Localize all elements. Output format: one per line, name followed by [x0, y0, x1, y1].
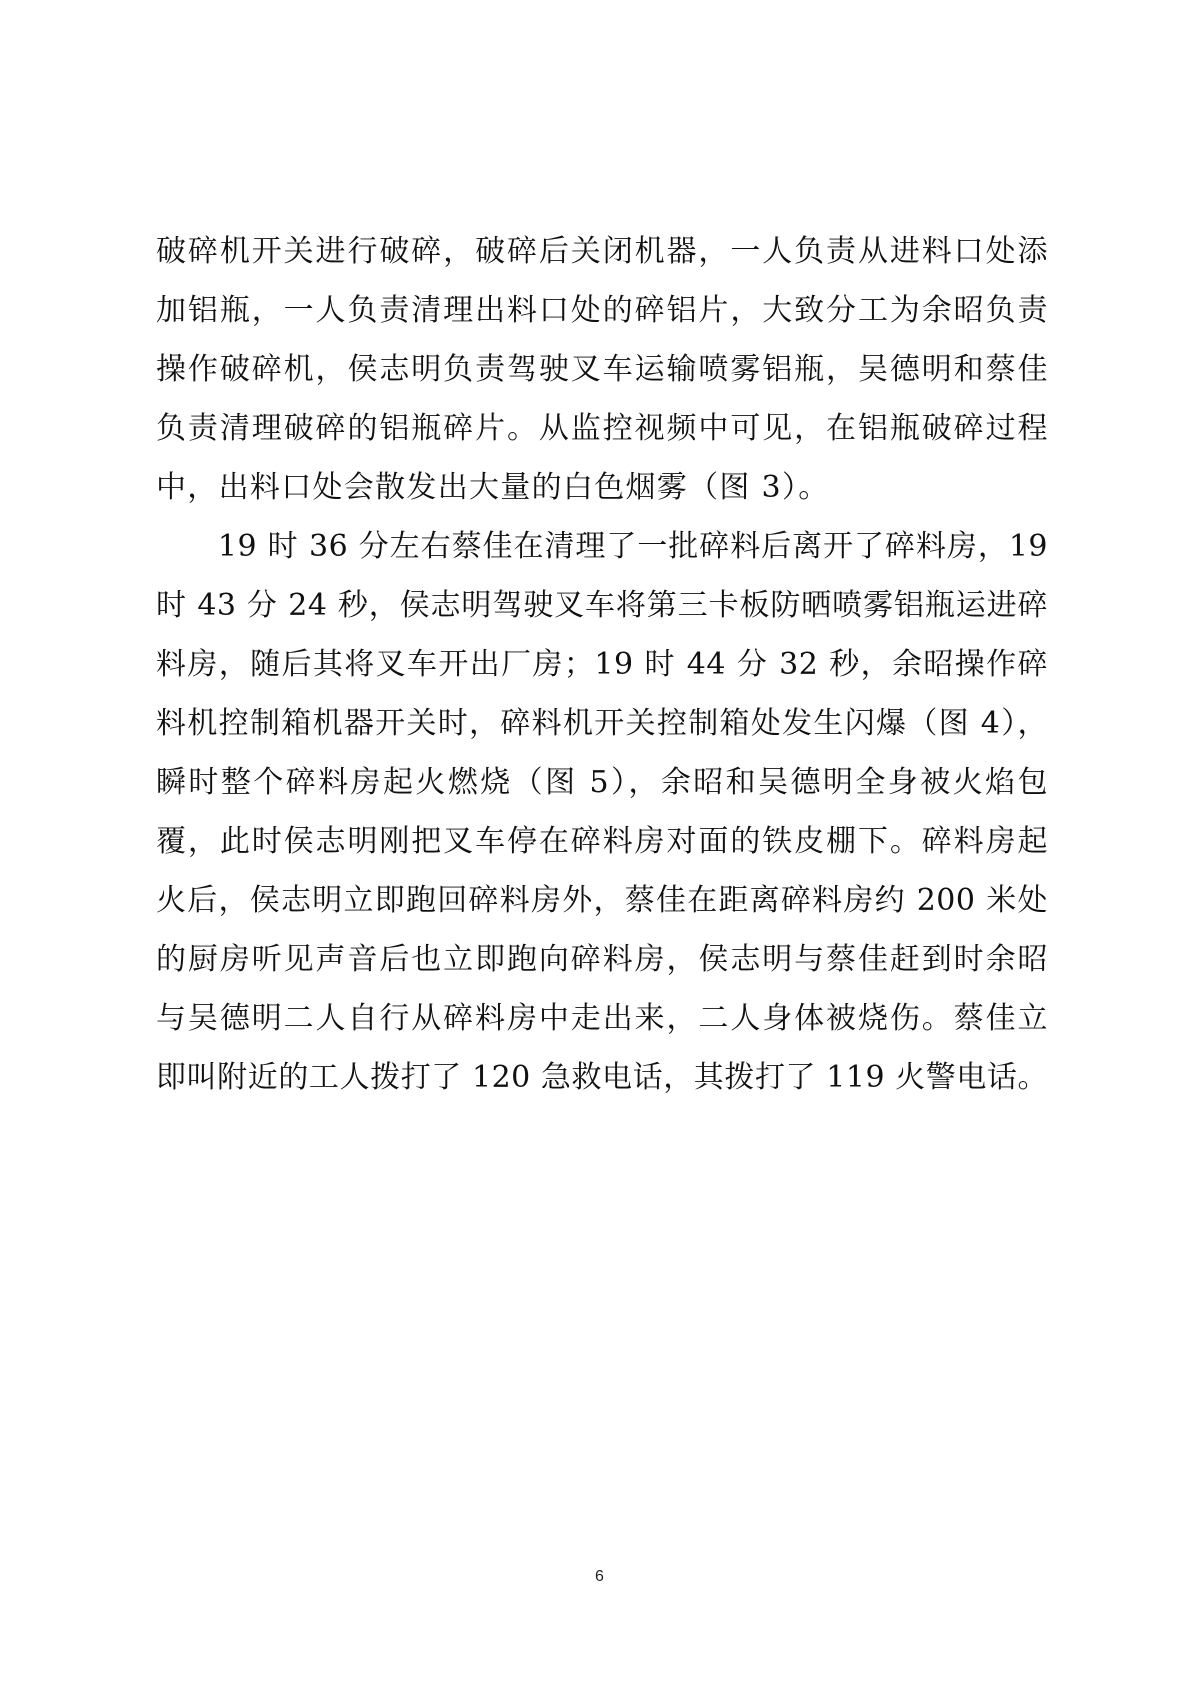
body-text — [156, 222, 1048, 1107]
text-line: 负责清理破碎的铝瓶碎片。从监控视频中可见，在铝瓶破碎过程 — [156, 411, 1048, 446]
text-line: 19 时 36 分左右蔡佳在清理了一批碎料后离开了碎料房，19 — [156, 529, 1048, 564]
text-line: 覆，此时侯志明刚把叉车停在碎料房对面的铁皮棚下。碎料房起 — [156, 824, 1048, 859]
text-line: 加铝瓶，一人负责清理出料口处的碎铝片，大致分工为余昭负责 — [156, 293, 1048, 328]
text-line: 火后，侯志明立即跑回碎料房外，蔡佳在距离碎料房约 200 米处 — [156, 883, 1048, 918]
text-line: 破碎机开关进行破碎，破碎后关闭机器，一人负责从进料口处添 — [156, 234, 1048, 269]
text-line: 与吴德明二人自行从碎料房中走出来，二人身体被烧伤。蔡佳立 — [156, 1001, 1048, 1036]
text-line: 料机控制箱机器开关时，碎料机开关控制箱处发生闪爆（图 4）， — [156, 706, 1048, 741]
text-line: 的厨房听见声音后也立即跑向碎料房，侯志明与蔡佳赶到时余昭 — [156, 942, 1048, 977]
text-line: 料房，随后其将叉车开出厂房；19 时 44 分 32 秒，余昭操作碎 — [156, 647, 1048, 682]
text-line: 时 43 分 24 秒，侯志明驾驶叉车将第三卡板防晒喷雾铝瓶运进碎 — [156, 588, 1048, 623]
text-line: 即叫附近的工人拨打了 120 急救电话，其拨打了 119 火警电话。 — [156, 1060, 1048, 1095]
page-number: 6 — [595, 1568, 604, 1585]
text-line: 操作破碎机，侯志明负责驾驶叉车运输喷雾铝瓶，吴德明和蔡佳 — [156, 352, 1048, 387]
text-line: 瞬时整个碎料房起火燃烧（图 5），余昭和吴德明全身被火焰包 — [156, 765, 1048, 800]
text-line: 中，出料口处会散发出大量的白色烟雾（图 3）。 — [156, 470, 830, 505]
